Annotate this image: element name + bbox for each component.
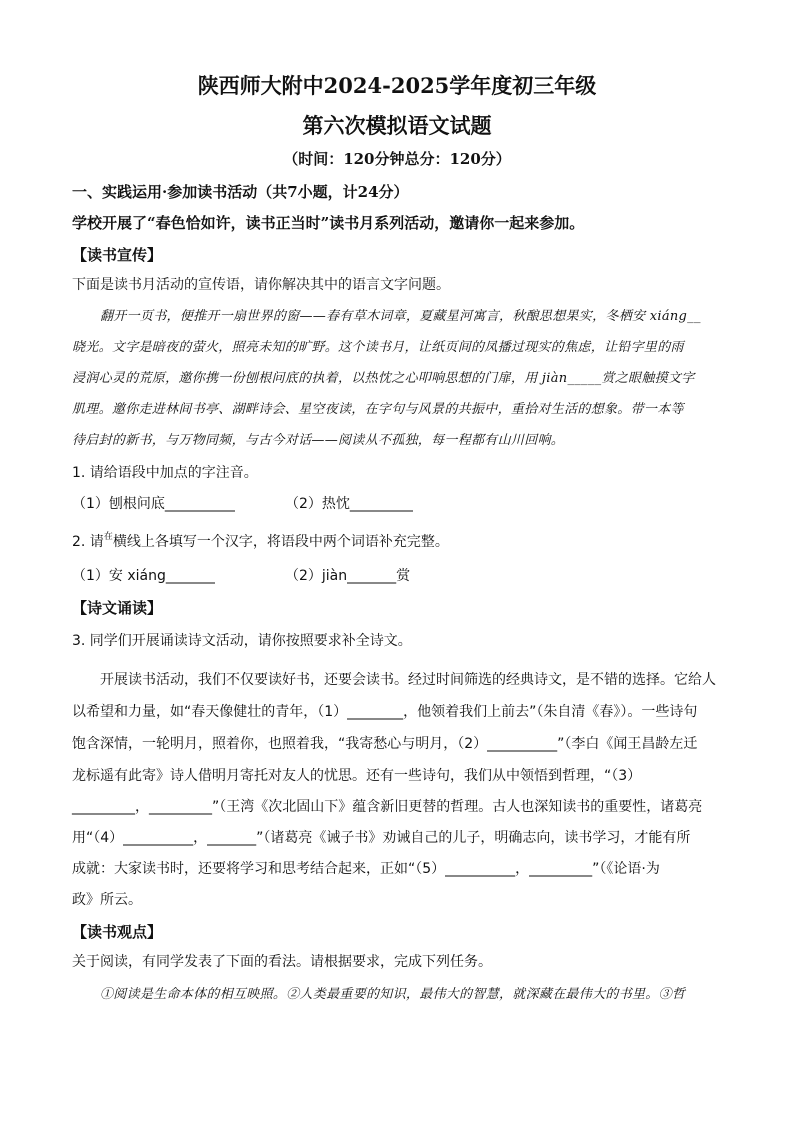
promo-passage-line: 晓光。文字是暗夜的萤火，照亮未知的旷野。这个读书月，让纸页间的凤播过现实的焦虑，让铅字里的雨 <box>72 340 684 355</box>
question-2-text: 横线上各填写一个汉字，将语段中两个词语补充完整。 <box>112 534 449 550</box>
poetry-passage-line: 用“（4）__________，_______”（诸葛亮《诫子书》劝诫自己的儿子，明确志向，读书学习，才能有所 <box>72 830 691 846</box>
section-heading-views: 【读书观点】 <box>72 923 163 941</box>
poetry-passage-line: 开展读书活动，我们不仅要读好书，还要会读书。经过时间筛选的经典诗文，是不错的选择。它给人 <box>100 672 716 688</box>
promo-passage-line: 肌理。邀你走进林间书亭、湖畔诗会、星空夜读，在字句与风景的共振中，重拾对生活的想象。带一本等 <box>72 402 684 417</box>
question-2-prefix: 2. 请 <box>72 534 104 550</box>
poetry-passage-line: 龙标遥有此寄》诗人借明月寄托对友人的忧思。还有一些诗句，我们从中领悟到哲理，“（3） <box>72 768 642 784</box>
question-2-item-1: （1）安 xiáng_______ <box>72 568 215 584</box>
poetry-passage-line: 饱含深情，一轮明月，照着你，也照着我，“我寄愁心与明月，（2）__________”（李白《闻王昌龄左迁 <box>72 736 698 752</box>
question-1-item-1: （1）刨根问底__________ <box>72 496 235 512</box>
views-passage-line: ①阅读是生命本体的相互映照。②人类最重要的知识，最伟大的智慧，就深藏在最伟大的书里。③哲 <box>100 987 686 1002</box>
question-2 <box>72 532 449 554</box>
poetry-passage-line: 以希望和力量，如“春天像健壮的青年，（1）________，他领着我们上前去”（朱自清《春》）。一些诗句 <box>72 704 698 720</box>
exam-meta: （时间：120分钟总分：120分） <box>283 150 511 168</box>
part-intro: 学校开展了“春色恰如许，读书正当时”读书月系列活动，邀请你一起来参加。 <box>72 214 585 232</box>
promo-passage-line: 翻开一页书，便推开一扇世界的窗——春有草木词章，夏藏星河寓言，秋酿思想果实，冬栖安 xiáng__ <box>100 309 701 324</box>
poetry-passage-line: 政》所云。 <box>72 892 142 908</box>
poetry-passage-line: 成就：大家读书时，还要将学习和思考结合起来，正如“（5）__________，_________”（《论语·为 <box>72 861 660 877</box>
question-2-small-mark: 在 <box>103 532 113 542</box>
section-heading-promo: 【读书宣传】 <box>72 246 163 264</box>
question-2-item-2: （2）jiàn_______赏 <box>285 568 411 584</box>
poetry-passage-line: _________，_________”（王湾《次北固山下》蕴含新旧更替的哲理。古人也深知读书的重要性，诸葛亮 <box>72 799 703 815</box>
part-heading: 一、实践运用·参加读书活动（共7小题，计24分） <box>72 183 409 201</box>
promo-lead: 下面是读书月活动的宣传语，请你解决其中的语言文字问题。 <box>72 277 450 293</box>
views-lead: 关于阅读，有同学发表了下面的看法。请根据要求，完成下列任务。 <box>72 954 492 970</box>
exam-subtitle: 第六次模拟语文试题 <box>302 113 492 138</box>
promo-passage-line: 浸润心灵的荒原，邀你携一份刨根问底的执着，以热忱之心叩响思想的门扉，用 jiàn_____赏之眼触摸文字 <box>72 371 695 386</box>
promo-passage-line: 待启封的新书，与万物同频，与古今对话——阅读从不孤独，每一程都有山川回响。 <box>72 433 565 448</box>
section-heading-poetry: 【诗文诵读】 <box>72 599 163 617</box>
exam-title: 陕西师大附中2024-2025学年度初三年级 <box>197 73 597 98</box>
question-3: 3. 同学们开展诵读诗文活动，请你按照要求补全诗文。 <box>72 633 412 649</box>
question-1: 1. 请给语段中加点的字注音。 <box>72 465 258 481</box>
question-1-item-2: （2）热忱_________ <box>285 496 413 512</box>
